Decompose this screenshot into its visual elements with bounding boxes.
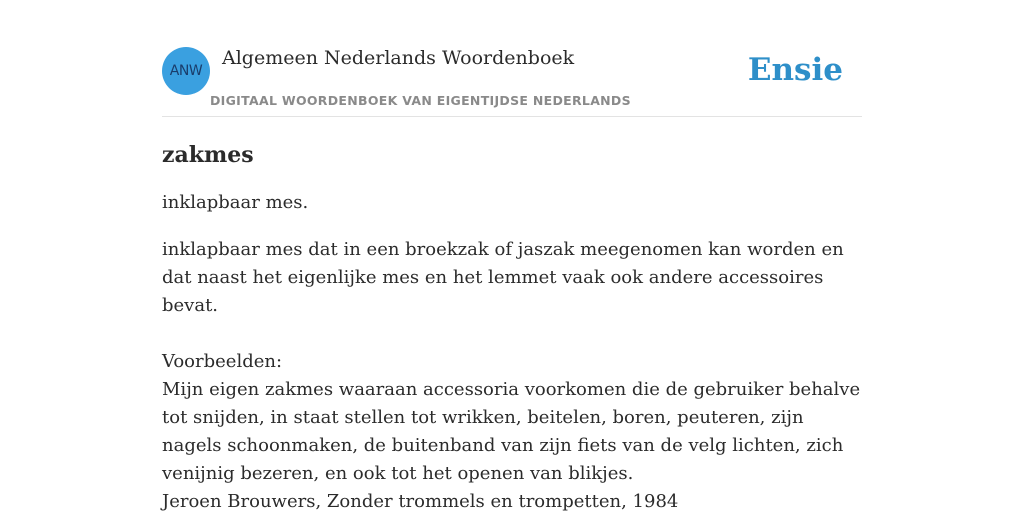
examples-section — [162, 348, 862, 512]
long-definition: inklapbaar mes dat in een broekzak of jaszak meegenomen kan worden en dat naast het eigenlijke mes en het lemmet vaak ook andere accessoires bevat. — [162, 239, 844, 316]
example-source: Jeroen Brouwers, Zonder trommels en trompetten, 1984 — [162, 491, 679, 512]
site-header — [162, 46, 862, 117]
site-title[interactable]: Algemeen Nederlands Woordenboek — [222, 47, 575, 69]
site-subtitle: DIGITAAL WOORDENBOEK VAN EIGENTIJDSE NEDERLANDS — [210, 93, 631, 108]
examples-label: Voorbeelden: — [162, 351, 283, 372]
short-definition: inklapbaar mes. — [162, 192, 309, 213]
entry-content — [162, 138, 862, 512]
ensie-brand-logo[interactable]: Ensie — [747, 52, 843, 88]
logo-text: ANW — [169, 63, 203, 79]
anw-logo[interactable] — [162, 47, 210, 95]
entry-word: zakmes — [162, 142, 254, 168]
example-text: Mijn eigen zakmes waaraan accessoria voorkomen die de gebruiker behalve tot snijden, in staat stellen tot wrikken, beitelen, boren, peuteren, zijn nagels schoonmaken, de buitenband van zijn fiets van de velg lichten, zich venijnig bezeren, en ook tot het openen van blikjes. — [162, 379, 861, 484]
